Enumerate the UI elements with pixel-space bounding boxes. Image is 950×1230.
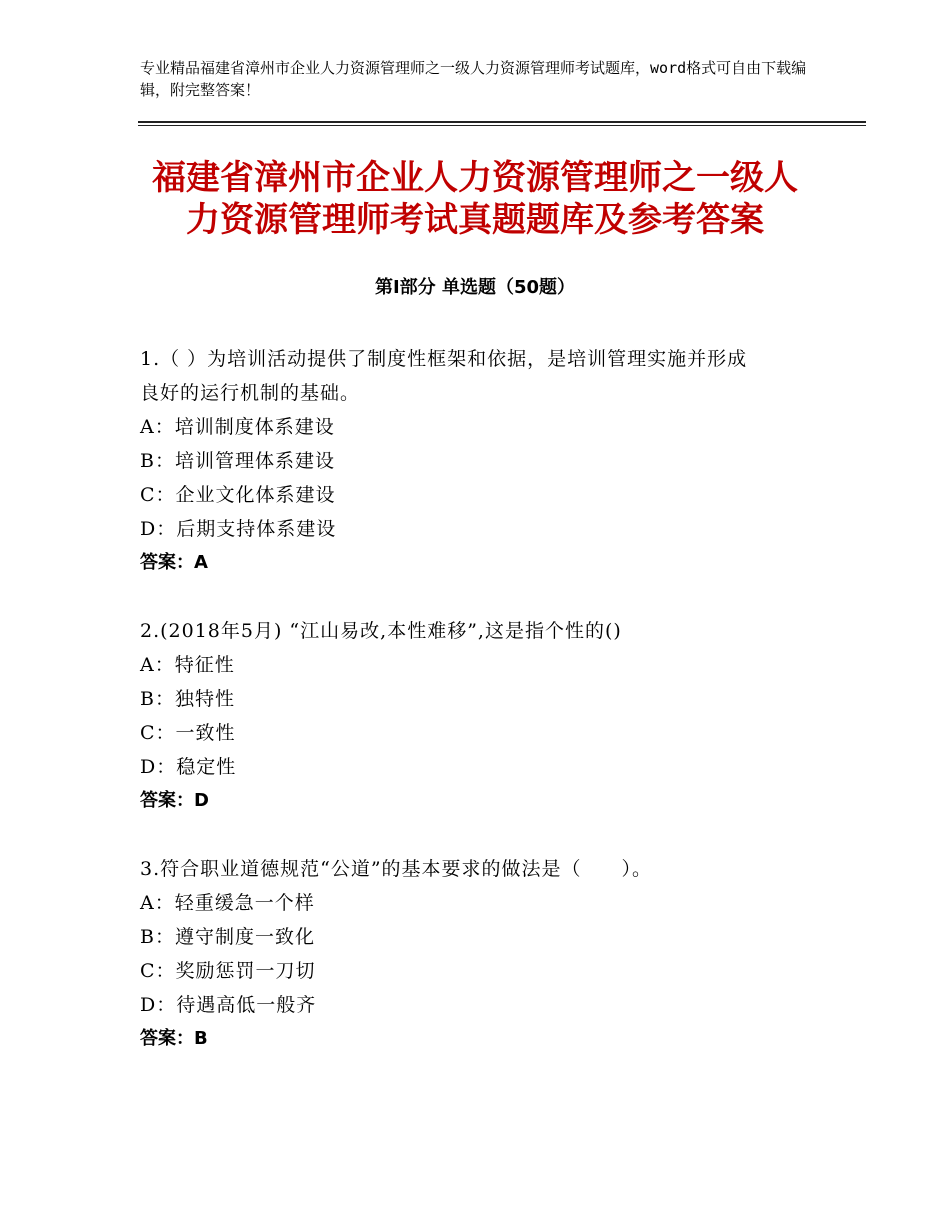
option-c: C：一致性	[140, 722, 236, 744]
question-stem: 2.(2018年5月) “江山易改,本性难移”,这是指个性的()	[140, 620, 622, 642]
answer: 答案：D	[140, 790, 209, 811]
question-1	[140, 342, 820, 580]
option-b: B：遵守制度一致化	[140, 926, 315, 948]
option-b: B：培训管理体系建设	[140, 450, 335, 472]
section-title: 第Ⅰ部分 单选题（50题）	[374, 277, 575, 298]
question-stem: 3.符合职业道德规范“公道”的基本要求的做法是（ ）。	[140, 858, 653, 880]
main-title-line-1: 福建省漳州市企业人力资源管理师之一级人	[152, 158, 798, 198]
option-d: D：后期支持体系建设	[140, 518, 337, 540]
question-3	[140, 852, 820, 1056]
question-list	[140, 342, 820, 1090]
option-a: A：轻重缓急一个样	[140, 892, 315, 914]
option-c: C：企业文化体系建设	[140, 484, 336, 506]
header-rule-thick	[138, 121, 866, 123]
option-d: D：待遇高低一般齐	[140, 994, 317, 1016]
question-stem-continued: 良好的运行机制的基础。	[140, 382, 361, 404]
question-stem: 1.（ ）为培训活动提供了制度性框架和依据，是培训管理实施并形成	[140, 348, 748, 370]
main-title-line-2: 力资源管理师考试真题题库及参考答案	[186, 200, 764, 240]
main-title	[120, 157, 830, 241]
question-2	[140, 614, 820, 818]
option-c: C：奖励惩罚一刀切	[140, 960, 316, 982]
answer: 答案：B	[140, 1028, 208, 1049]
header-note: 专业精品福建省漳州市企业人力资源管理师之一级人力资源管理师考试题库，word格式可自由下载编辑，附完整答案！	[140, 59, 807, 99]
option-b: B：独特性	[140, 688, 235, 710]
option-a: A：培训制度体系建设	[140, 416, 335, 438]
option-a: A：特征性	[140, 654, 235, 676]
header-rule-thin	[138, 125, 866, 126]
option-d: D：稳定性	[140, 756, 237, 778]
answer: 答案：A	[140, 552, 208, 573]
